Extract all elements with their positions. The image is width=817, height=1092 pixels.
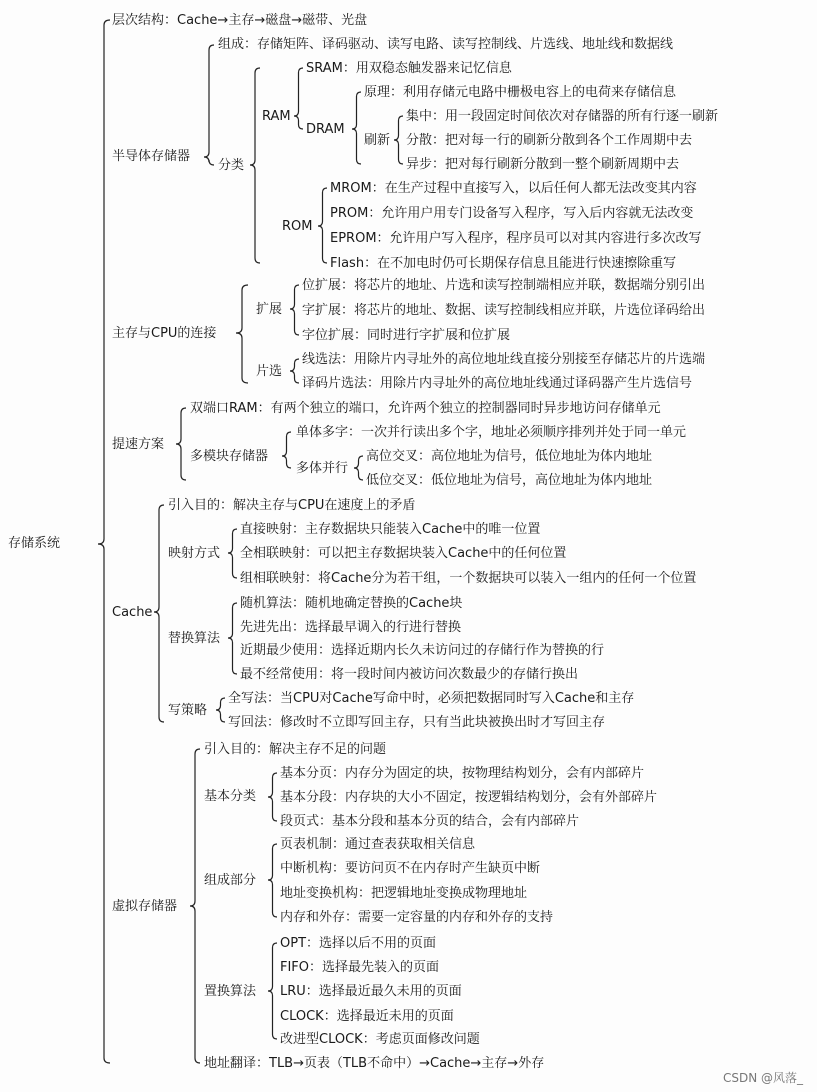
improved-clock-node: 改进型CLOCK：考虑页面修改问题: [280, 1032, 480, 1047]
write-node: 写策略: [168, 703, 208, 718]
line-select-node: 线选法：用除片内寻址外的高位地址线直接分别接至存储芯片的片选端: [302, 352, 706, 367]
virtual-purpose-node: 引入目的：解决主存不足的问题: [204, 742, 387, 757]
multi-module-node: 多模块存储器: [190, 449, 269, 464]
set-mapping-node: 组相联映射：将Cache分为若干组，一个数据块可以装入一组内的任何一个位置: [240, 571, 697, 586]
virtual-lru-node: LRU：选择最近最久未用的页面: [280, 984, 462, 999]
cache-replace-node: 替换算法: [168, 631, 221, 646]
direct-mapping-node: 直接映射：主存数据块只能装入Cache中的唯一位置: [240, 522, 541, 537]
multi-parallel-node: 多体并行: [296, 461, 349, 476]
rom-node: ROM: [282, 219, 313, 234]
virtual-node: 虚拟存储器: [112, 899, 178, 914]
single-multi-word-node: 单体多字：一次并行读出多个字，地址必须顺序排列并处于同一单元: [296, 425, 687, 440]
refresh-centralized-node: 集中：用一段固定时间依次对存储器的所有行逐一刷新: [406, 109, 719, 124]
seg-paging-node: 段页式：基本分段和基本分页的结合，会有内部碎片: [280, 814, 580, 829]
refresh-node: 刷新: [364, 133, 391, 148]
opt-node: OPT：选择以后不用的页面: [280, 936, 437, 951]
lfu-node: 最不经常使用：将一段时间内被访问次数最少的存储行换出: [240, 667, 579, 682]
write-back-node: 写回法：修改时不立即写回主存，只有当此块被换出时才写回主存: [228, 715, 606, 730]
full-mapping-node: 全相联映射：可以把主存数据块装入Cache中的任何位置: [240, 546, 567, 561]
refresh-distributed-node: 分散：把对每一行的刷新分散到各个工作周期中去: [406, 133, 693, 148]
components-node: 组成部分: [204, 873, 257, 888]
watermark: CSDN @风落_: [722, 1071, 803, 1085]
prom-node: PROM：允许用户用专门设备写入程序，写入后内容就无法改变: [330, 206, 694, 221]
cache-purpose-node: 引入目的：解决主存与CPU在速度上的矛盾: [168, 498, 416, 513]
word-bit-expand-node: 字位扩展：同时进行字扩展和位扩展: [302, 328, 511, 343]
flash-node: Flash：在不加电时仍可长期保存信息且能进行快速擦除重写: [330, 256, 677, 271]
cache-lru-node: 近期最少使用：选择近期内长久未访问过的存储行作为替换的行: [240, 643, 605, 658]
cpu-connection-node: 主存与CPU的连接: [112, 326, 217, 341]
page-table-node: 页表机制：通过查表获取相关信息: [280, 837, 476, 852]
classify-node: 分类: [218, 158, 245, 173]
eprom-node: EPROM：允许用户写入程序，程序员可以对其内容进行多次改写: [330, 231, 702, 246]
interrupt-node: 中断机构：要访问页不在内存时产生缺页中断: [280, 861, 541, 876]
mapping-node: 映射方式: [168, 546, 221, 561]
random-node: 随机算法：随机地确定替换的Cache块: [240, 596, 463, 611]
chip-select-node: 片选: [256, 364, 283, 379]
segmentation-node: 基本分段：内存块的大小不固定，按逻辑结构划分，会有外部碎片: [280, 790, 658, 805]
dram-principle-node: 原理：利用存储元电路中栅极电容上的电荷来存储信息: [364, 85, 677, 100]
translation-node: 地址翻译：TLB→页表（TLB不命中）→Cache→主存→外存: [204, 1056, 545, 1071]
high-interleave-node: 高位交叉：高位地址为信号，低位地址为体内地址: [366, 449, 653, 464]
low-interleave-node: 低位交叉：低位地址为信号，高位地址为体内地址: [366, 473, 653, 488]
cache-node: Cache: [112, 605, 153, 620]
clock-node: CLOCK：选择最近未用的页面: [280, 1009, 454, 1024]
speedup-node: 提速方案: [112, 437, 165, 452]
dual-port-node: 双端口RAM：有两个独立的端口，允许两个独立的控制器同时异步地访问存储单元: [190, 401, 661, 416]
dram-node: DRAM: [306, 122, 345, 137]
decode-select-node: 译码片选法：用除片内寻址外的高位地址线通过译码器产生片选信号: [302, 376, 693, 391]
ram-node: RAM: [262, 109, 291, 124]
mrom-node: MROM：在生产过程中直接写入，以后任何人都无法改变其内容: [330, 181, 697, 196]
sram-node: SRAM：用双稳态触发器来记忆信息: [306, 61, 512, 76]
write-through-node: 全写法：当CPU对Cache写命中时，必须把数据同时写入Cache和主存: [228, 691, 635, 706]
composition-node: 组成：存储矩阵、译码驱动、读写电路、读写控制线、片选线、地址线和数据线: [218, 37, 674, 52]
bit-expand-node: 位扩展：将芯片的地址、片选和读写控制端相应并联，数据端分别引出: [302, 278, 706, 293]
hierarchy-node: 层次结构：Cache→主存→磁盘→磁带、光盘: [112, 13, 368, 28]
refresh-async-node: 异步：把对每行刷新分散到一整个刷新周期中去: [406, 157, 680, 172]
mem-ext-node: 内存和外存：需要一定容量的内存和外存的支持: [280, 910, 554, 925]
paging-node: 基本分页：内存分为固定的块，按物理结构划分，会有内部碎片: [280, 766, 645, 781]
expand-node: 扩展: [256, 302, 283, 317]
virtual-fifo-node: FIFO：选择最先装入的页面: [280, 960, 440, 975]
word-expand-node: 字扩展：将芯片的地址、数据、读写控制线相应并联，片选位译码给出: [302, 303, 706, 318]
virtual-replace-node: 置换算法: [204, 984, 257, 999]
basic-class-node: 基本分类: [204, 789, 257, 804]
cache-fifo-node: 先进先出：选择最早调入的行进行替换: [240, 620, 462, 635]
root-title: 存储系统: [8, 536, 61, 551]
semiconductor-node: 半导体存储器: [112, 149, 191, 164]
addr-transform-node: 地址变换机构：把逻辑地址变换成物理地址: [280, 886, 528, 901]
